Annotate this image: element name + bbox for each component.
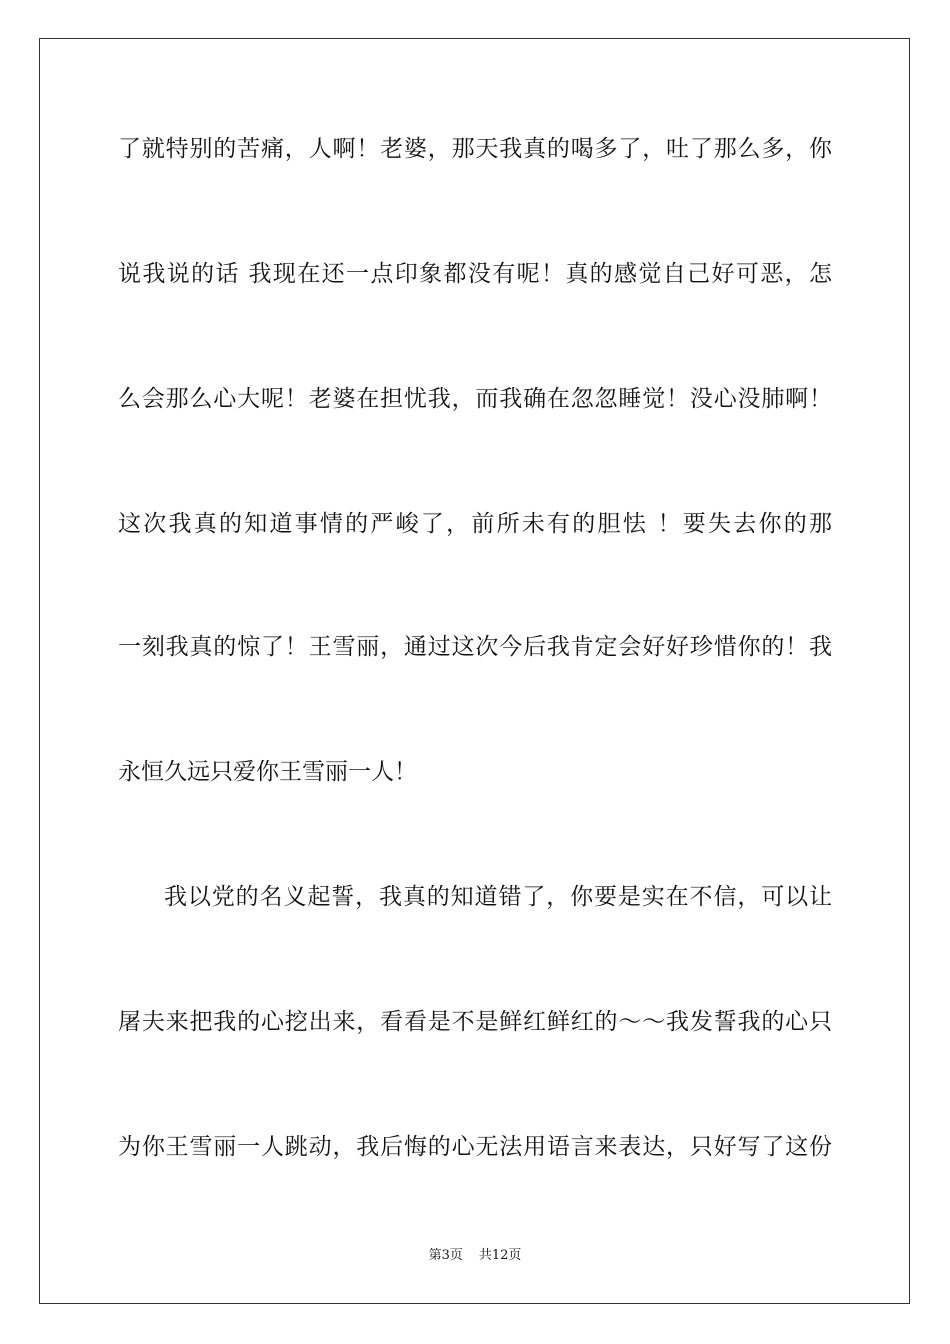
page-footer	[0, 1247, 950, 1265]
body-line-6: 永恒久远只爱你王雪丽一人！	[118, 759, 417, 785]
body-line-4: 这次我真的知道事情的严峻了，前所未有的胆怯 ！要失去你的那	[118, 511, 832, 537]
page-border	[39, 38, 910, 1304]
page-number: 第3页	[428, 1248, 463, 1263]
page-total: 共12页	[478, 1248, 522, 1263]
body-line-8: 屠夫来把我的心挖出来，看看是不是鲜红鲜红的～～我发誓我的心只	[118, 1009, 832, 1035]
body-line-9: 为你王雪丽一人跳动，我后悔的心无法用语言来表达，只好写了这份	[118, 1134, 832, 1160]
body-line-7: 我以党的名义起誓，我真的知道错了，你要是实在不信，可以让	[164, 884, 832, 910]
body-line-1: 了就特别的苦痛，人啊！老婆，那天我真的喝多了，吐了那么多，你	[118, 136, 832, 162]
body-line-5: 一刻我真的惊了！王雪丽，通过这次今后我肯定会好好珍惜你的！我	[118, 634, 832, 660]
body-line-3: 么会那么心大呢！老婆在担忧我，而我确在忽忽睡觉！没心没肺啊！	[118, 386, 832, 412]
body-line-2: 说我说的话 我现在还一点印象都没有呢！真的感觉自己好可恶，怎	[118, 261, 832, 287]
